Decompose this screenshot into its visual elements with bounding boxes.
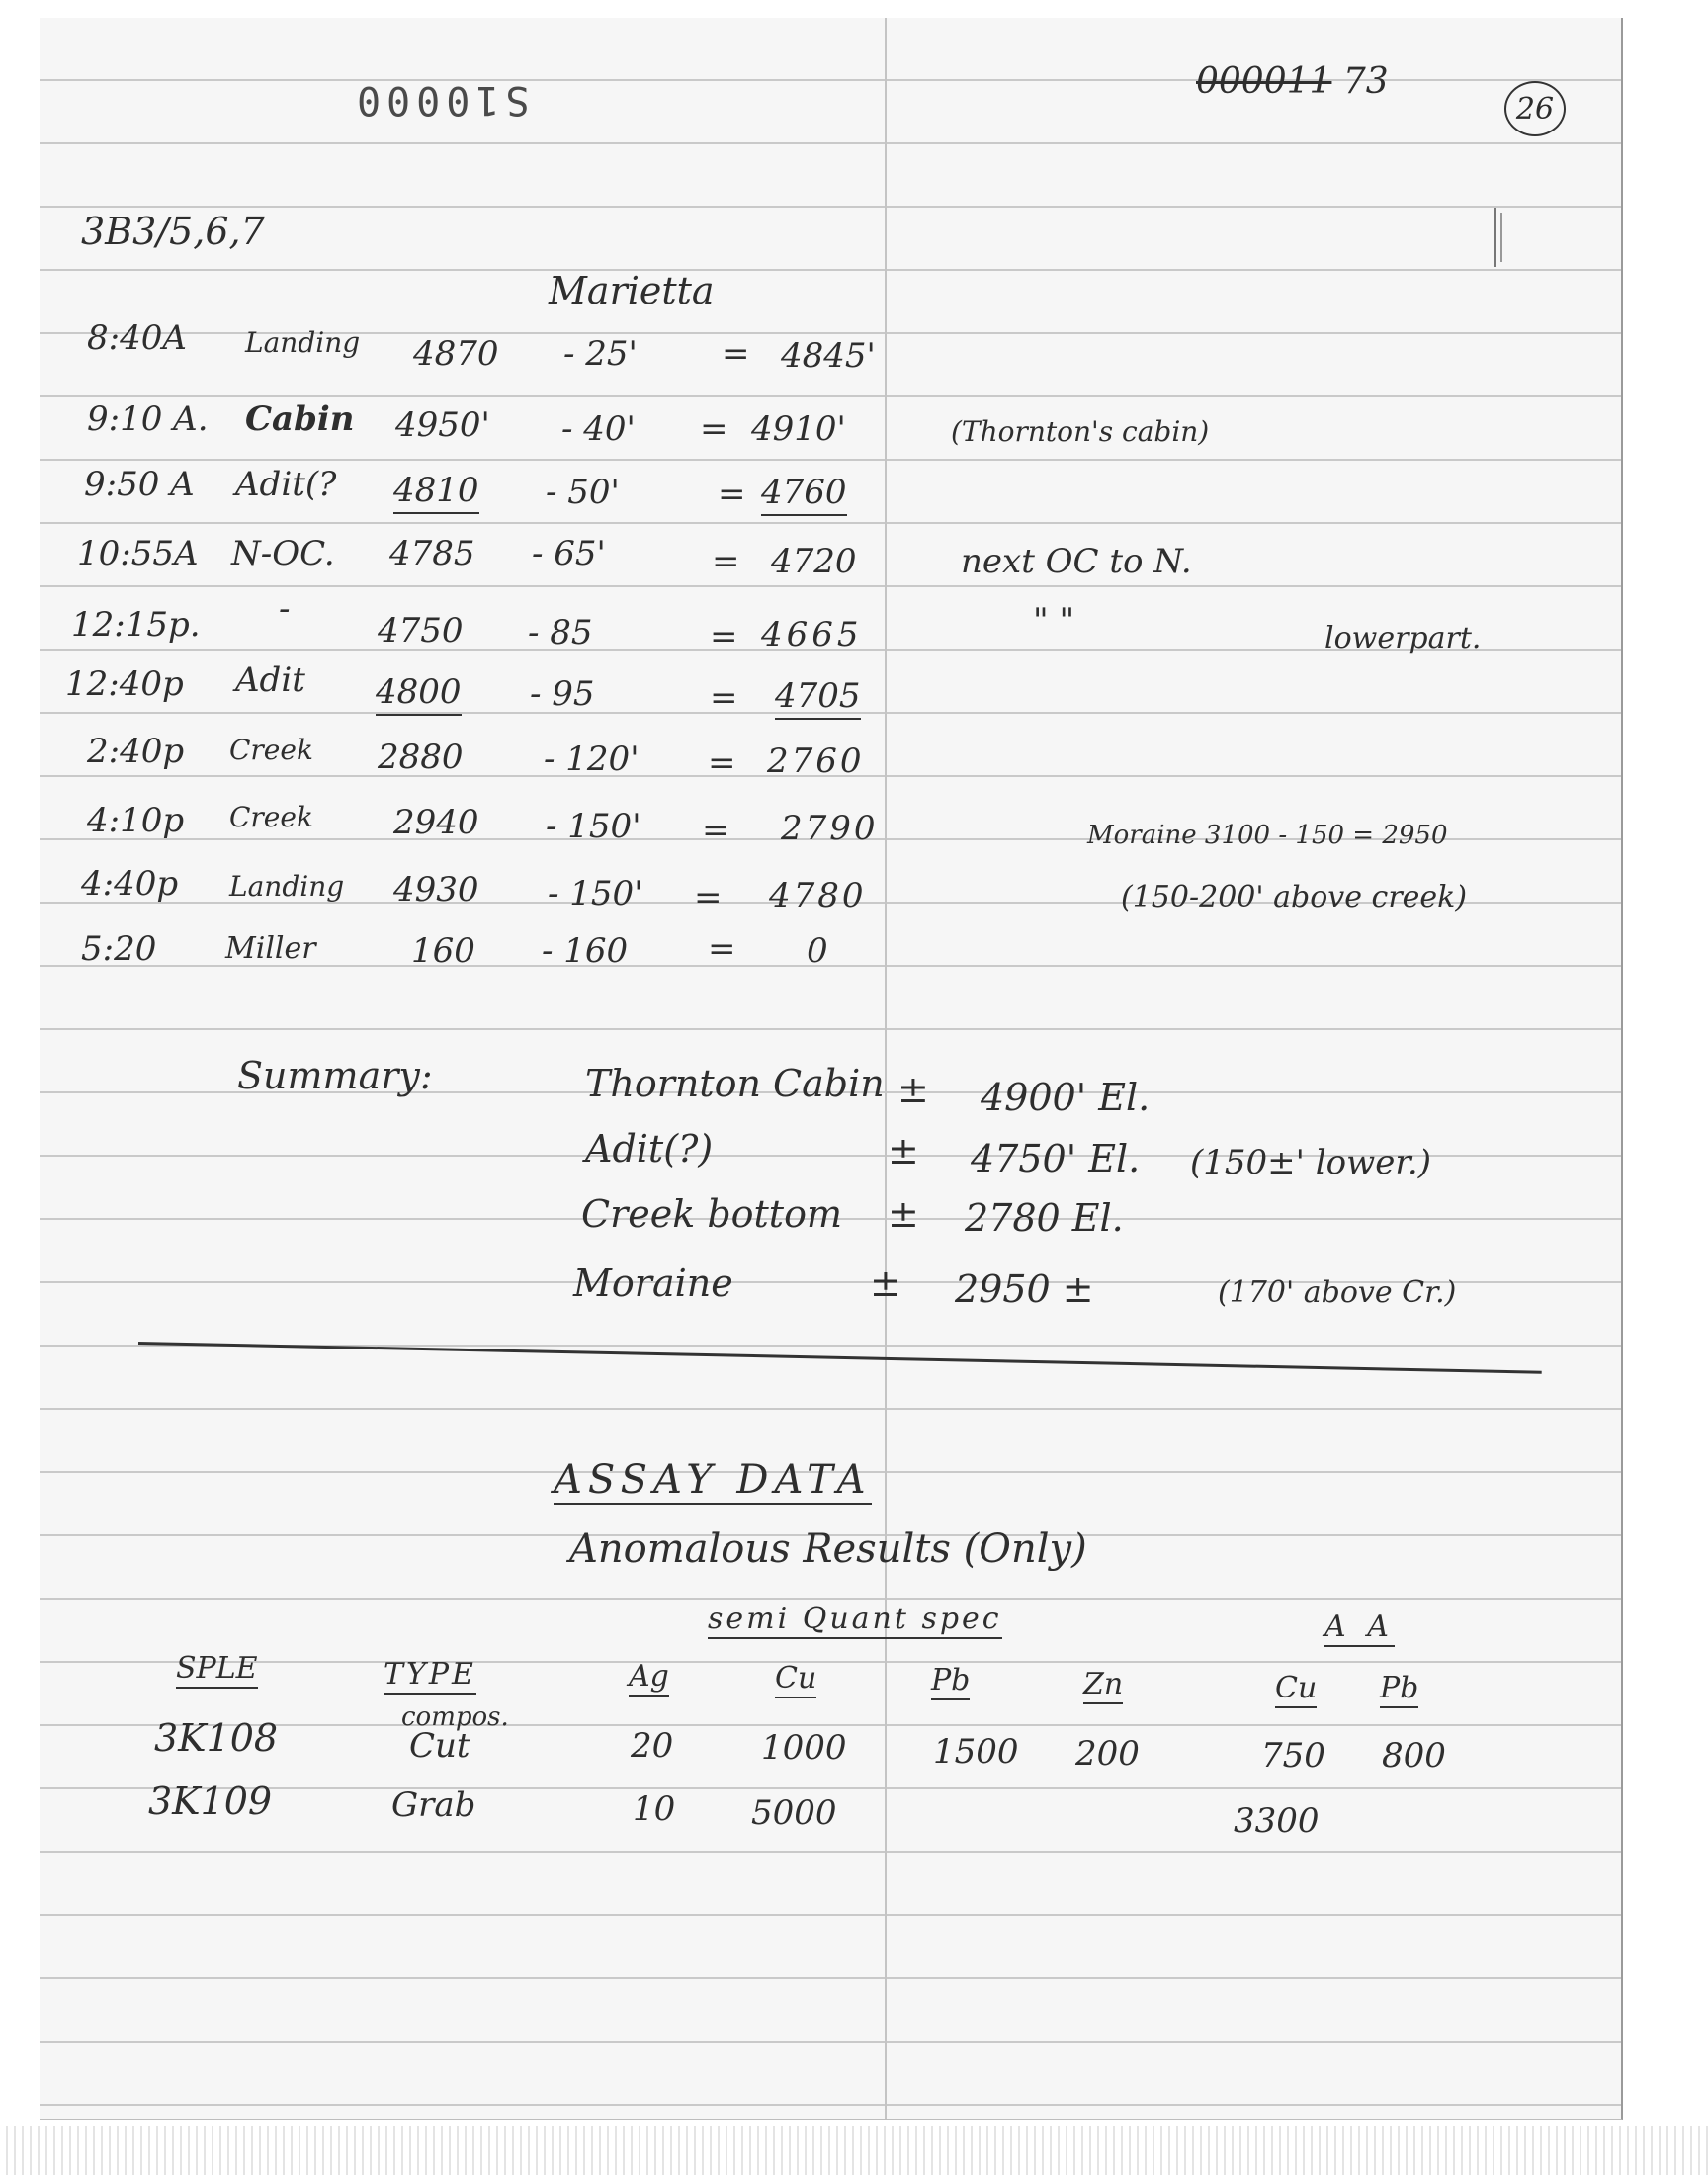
summary-note: (150±' lower.) <box>1190 1143 1431 1182</box>
log-note: (150-200' above creek) <box>1121 880 1468 914</box>
log-reading: 160 <box>411 931 475 971</box>
log-reading: 2880 <box>378 738 464 777</box>
assay-aa-cu: 750 <box>1261 1736 1325 1776</box>
log-equals: = <box>702 811 730 850</box>
log-correction: - 160 <box>542 931 629 971</box>
log-result: 2760 <box>767 741 865 781</box>
log-time: 9:10 A. <box>87 399 209 439</box>
log-time: 12:15p. <box>71 605 201 645</box>
log-result: 4910' <box>751 409 846 449</box>
assay-sple: 3K109 <box>148 1780 273 1823</box>
assay-group-semi: semi Quant spec <box>708 1602 1002 1639</box>
summary-name: Adit(?) <box>585 1127 714 1171</box>
summary-value: 4750' El. <box>971 1137 1141 1180</box>
assay-aa-pb: 800 <box>1382 1736 1446 1776</box>
log-reading: 4800 <box>376 672 462 716</box>
assay-group-aa: A A <box>1324 1610 1395 1647</box>
log-equals: = <box>694 878 723 917</box>
summary-pm: ± <box>897 1068 929 1111</box>
log-reading: 4785 <box>389 534 475 573</box>
log-place: Landing <box>229 870 345 903</box>
log-equals: = <box>708 929 736 969</box>
col-header-pb: Pb <box>931 1663 970 1700</box>
location-title: Marietta <box>549 269 715 312</box>
log-note-ditto: " " <box>1033 601 1075 641</box>
page-number <box>1196 61 1389 102</box>
log-result: 4705 <box>775 676 861 720</box>
log-result: 4720 <box>771 542 857 581</box>
assay-ag: 10 <box>633 1789 676 1829</box>
summary-name: Moraine <box>573 1262 733 1305</box>
reference-code: 3B3/5,6,7 <box>81 210 265 253</box>
log-time: 8:40A <box>87 318 187 358</box>
log-time: 9:50 A <box>84 465 195 504</box>
summary-pm: ± <box>888 1129 919 1173</box>
log-note: Moraine 3100 - 150 = 2950 <box>1087 821 1448 850</box>
summary-value: 2950 ± <box>955 1267 1094 1311</box>
log-correction: - 150' <box>546 807 641 846</box>
col-header-type: TYPE <box>384 1657 476 1695</box>
assay-pb: 1500 <box>933 1732 1019 1772</box>
summary-value: 4900' El. <box>981 1076 1151 1119</box>
log-place: Creek <box>229 734 313 766</box>
log-place: Cabin <box>245 399 355 439</box>
assay-aa-cu: 3300 <box>1234 1801 1320 1841</box>
assay-type-note: compos. <box>401 1702 509 1732</box>
log-result: 2790 <box>781 809 879 848</box>
log-note: lowerpart. <box>1324 621 1482 655</box>
log-reading: 4870 <box>413 334 499 374</box>
margin-mark <box>1500 213 1502 262</box>
log-note: next OC to N. <box>961 542 1192 581</box>
log-reading: 4950' <box>395 405 490 445</box>
margin-mark <box>1494 208 1496 267</box>
log-time: 5:20 <box>81 929 157 969</box>
log-correction: - 95 <box>530 674 595 714</box>
log-correction: - 25' <box>563 334 638 374</box>
summary-value: 2780 El. <box>965 1196 1124 1240</box>
log-equals: = <box>712 542 740 581</box>
assay-type: Grab <box>391 1785 476 1825</box>
log-equals: = <box>708 743 736 783</box>
summary-pm: ± <box>888 1192 919 1236</box>
circled-page-number: 26 <box>1504 81 1566 136</box>
log-place: Adit(? <box>235 465 337 504</box>
log-time: 4:10p <box>87 801 185 840</box>
log-correction: - 65' <box>532 534 606 573</box>
log-place: - <box>279 589 291 629</box>
assay-subtitle: Anomalous Results (Only) <box>569 1526 1087 1572</box>
log-reading: 4930 <box>393 870 479 910</box>
assay-cu: 1000 <box>761 1728 847 1768</box>
summary-note: (170' above Cr.) <box>1218 1275 1457 1310</box>
assay-zn: 200 <box>1075 1734 1140 1774</box>
page-number-struck: 000011 <box>1196 61 1332 102</box>
log-equals: = <box>718 475 746 514</box>
log-result: 4665 <box>761 615 863 654</box>
log-correction: - 50' <box>546 473 620 512</box>
log-correction: - 120' <box>544 740 640 779</box>
summary-name: Creek bottom <box>581 1192 842 1236</box>
col-header-ag: Ag <box>629 1659 669 1696</box>
col-header-aa-pb: Pb <box>1380 1671 1418 1708</box>
log-correction: - 150' <box>548 874 643 914</box>
log-place: Creek <box>229 801 313 833</box>
col-header-sple: SPLE <box>176 1651 258 1689</box>
log-result: 4760 <box>761 473 847 516</box>
log-place: N-OC. <box>231 534 335 573</box>
assay-sple: 3K108 <box>154 1716 279 1760</box>
col-header-cu: Cu <box>775 1661 816 1698</box>
col-header-zn: Zn <box>1083 1667 1123 1704</box>
log-time: 12:40p <box>65 664 184 704</box>
assay-title: ASSAY DATA <box>554 1457 872 1503</box>
log-reading: 4810 <box>393 471 479 514</box>
page-number-current: 73 <box>1342 61 1389 102</box>
log-result: 0 <box>807 931 828 971</box>
log-note: (Thornton's cabin) <box>951 415 1210 448</box>
log-reading: 4750 <box>378 611 464 651</box>
log-equals: = <box>700 409 728 449</box>
log-equals: = <box>722 334 750 374</box>
scan-edge <box>0 2126 1708 2175</box>
summary-name: Thornton Cabin <box>585 1062 885 1105</box>
log-equals: = <box>710 678 738 718</box>
log-result: 4845' <box>781 336 876 376</box>
log-time: 2:40p <box>87 732 185 771</box>
assay-type: Cut <box>409 1726 470 1766</box>
log-place: Miller <box>225 931 316 966</box>
log-place: Adit <box>235 660 305 700</box>
log-time: 10:55A <box>77 534 199 573</box>
assay-cu: 5000 <box>751 1793 837 1833</box>
summary-pm: ± <box>870 1262 901 1305</box>
assay-ag: 20 <box>631 1726 674 1766</box>
log-correction: - 40' <box>561 409 636 449</box>
margin-line <box>885 18 887 2119</box>
log-equals: = <box>710 617 738 656</box>
log-time: 4:40p <box>81 864 179 904</box>
log-place: Landing <box>245 326 361 359</box>
stamp-number: S10000 <box>351 77 530 123</box>
col-header-aa-cu: Cu <box>1275 1671 1317 1708</box>
summary-label: Summary: <box>237 1054 433 1097</box>
log-correction: - 85 <box>528 613 593 652</box>
log-result: 4780 <box>769 876 867 915</box>
log-reading: 2940 <box>393 803 479 842</box>
